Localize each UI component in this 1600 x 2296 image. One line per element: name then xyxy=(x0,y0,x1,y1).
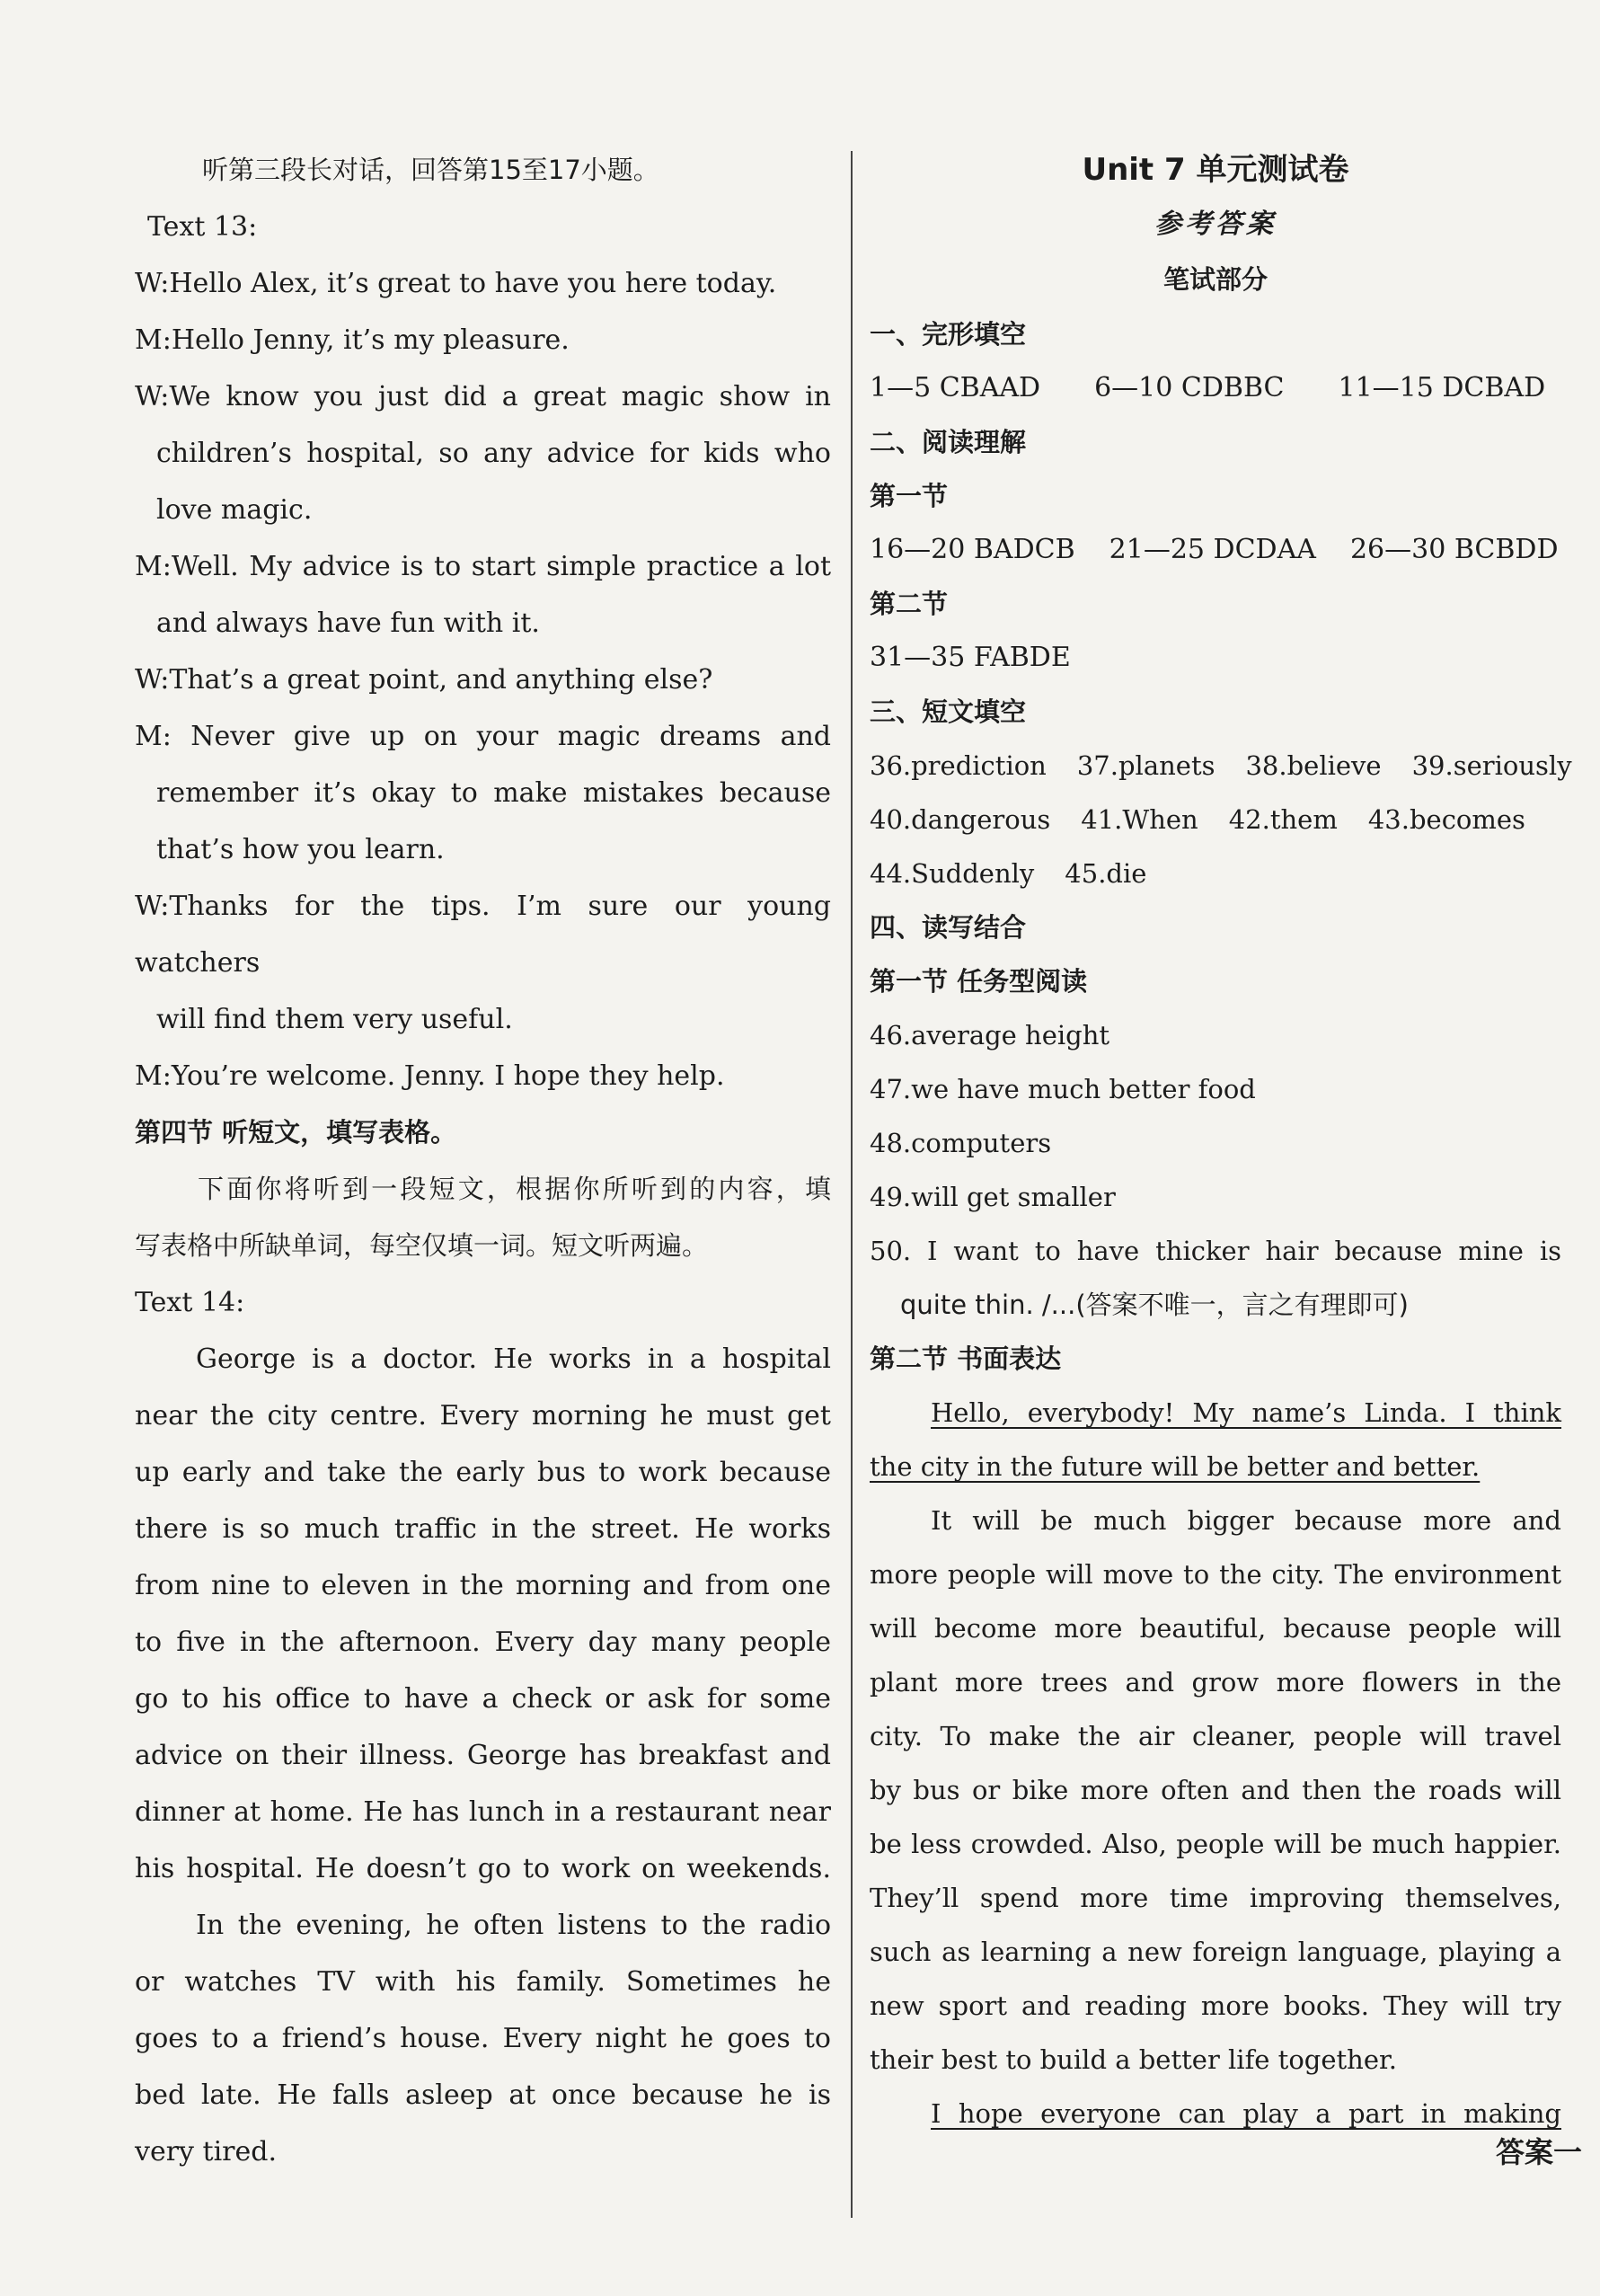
column-divider xyxy=(851,151,853,2218)
section4-heading-right: 四、读写结合 xyxy=(870,912,1027,943)
blank-answer: 36.prediction xyxy=(870,750,1047,781)
blank-answer: 41.When xyxy=(1081,804,1198,835)
text14-label: Text 14: xyxy=(135,1287,245,1318)
task-answer: 47.we have much better food xyxy=(870,1074,1256,1104)
answer-group: 16—20 BADCB xyxy=(870,534,1075,565)
dialogue-line: love magic. xyxy=(156,494,313,526)
speaker-label: M: xyxy=(135,1060,172,1092)
intro-line: 听第三段长对话，回答第15至17小题。 xyxy=(202,155,659,185)
section2-part2-answers xyxy=(870,631,1561,685)
essay-opening-line: the city in the future will be better and better. xyxy=(870,1451,1481,1482)
blank-answer: 40.dangerous xyxy=(870,804,1051,835)
section1-answers xyxy=(870,361,1561,415)
dialogue-line: children’s hospital, so any advice for kids who xyxy=(156,438,831,469)
dialogue-line xyxy=(135,368,831,425)
dialogue-line xyxy=(135,255,831,312)
answer-group: 31—35 FABDE xyxy=(870,642,1071,673)
answer-group: 6—10 CDBBC xyxy=(1094,372,1285,403)
speaker-label: W: xyxy=(135,891,170,922)
essay-line: will become more beautiful, because people will xyxy=(870,1613,1561,1644)
passage-line: from nine to eleven in the morning and from one xyxy=(135,1570,831,1601)
dialogue-line xyxy=(135,652,831,708)
dialogue-text: That’s a great point, and anything else? xyxy=(169,664,713,696)
essay-line: It will be much bigger because more and xyxy=(931,1505,1561,1536)
page-title: Unit 7 单元测试卷 xyxy=(1082,152,1349,188)
essay-line: be less crowded. Also, people will be much happier. xyxy=(870,1829,1561,1859)
essay-body xyxy=(870,1494,1561,2087)
passage-line: advice on their illness. George has breakfast and xyxy=(135,1740,831,1771)
passage-line: there is so much traffic in the street. He works xyxy=(135,1513,831,1545)
section1-heading: 一、完形填空 xyxy=(870,319,1027,350)
blank-answer: 44.Suddenly xyxy=(870,858,1035,889)
section4-part1-heading: 第一节 任务型阅读 xyxy=(870,966,1088,997)
right-column xyxy=(870,142,1572,2141)
written-part-heading: 笔试部分 xyxy=(1162,264,1268,295)
answer-group: 26—30 BCBDD xyxy=(1349,534,1559,565)
page-footer-label: 答案一 xyxy=(1495,2135,1582,2169)
speaker-label: W: xyxy=(135,381,170,412)
section2-heading: 二、阅读理解 xyxy=(870,427,1027,457)
essay-opening-line: Hello, everybody! My name’s Linda. I think xyxy=(931,1397,1561,1428)
blank-answer: 45.die xyxy=(1065,858,1147,889)
section4-part2-heading: 第二节 书面表达 xyxy=(870,1343,1062,1374)
dialogue-line: that’s how you learn. xyxy=(156,834,445,865)
section3-heading: 三、短文填空 xyxy=(870,696,1027,727)
dialogue-line xyxy=(135,1048,831,1104)
passage-line: or watches TV with his family. Sometimes he xyxy=(135,1966,831,1998)
essay-line: new sport and reading more books. They will try xyxy=(870,1990,1561,2021)
passage-line: very tired. xyxy=(135,2136,278,2167)
left-column xyxy=(135,142,831,2180)
dialogue-line: and always have fun with it. xyxy=(156,607,540,639)
passage-line: dinner at home. He has lunch in a restaurant near xyxy=(135,1796,831,1828)
dialogue-text: You’re welcome. Jenny. I hope they help. xyxy=(171,1060,725,1092)
essay-line: by bus or bike more often and then the roads will xyxy=(870,1775,1561,1805)
essay-line: They’ll spend more time improving themselves, xyxy=(870,1883,1561,1913)
dialogue-line xyxy=(135,708,831,765)
dialogue-text: Hello Alex, it’s great to have you here today. xyxy=(169,268,777,299)
section2-part1-answers xyxy=(870,523,1561,577)
essay-line: plant more trees and grow more flowers in the xyxy=(870,1667,1561,1698)
passage-line: bed late. He falls asleep at once because he is xyxy=(135,2079,831,2111)
answer50-line-1: 50. I want to have thicker hair because mine is xyxy=(870,1236,1561,1266)
speaker-label: W: xyxy=(135,268,170,299)
passage-line: goes to a friend’s house. Every night he goes to xyxy=(135,2023,831,2054)
task-answer: 48.computers xyxy=(870,1128,1052,1158)
dialogue-text: We know you just did a great magic show in xyxy=(169,381,831,412)
speaker-label: M: xyxy=(135,721,172,752)
answer-group: 1—5 CBAAD xyxy=(870,372,1041,403)
section2-part1-heading: 第一节 xyxy=(870,481,949,511)
blank-answer: 38.believe xyxy=(1245,750,1382,781)
answer-key-subtitle: 参考答案 xyxy=(1154,208,1277,240)
text13-label: Text 13: xyxy=(147,211,258,243)
section2-part2-heading: 第二节 xyxy=(870,589,949,619)
dialogue-text: Well. My advice is to start simple practice a lot xyxy=(171,551,831,582)
passage-line: In the evening, he often listens to the radio xyxy=(196,1910,831,1941)
passage-line: go to his office to have a check or ask for some xyxy=(135,1683,831,1715)
blank-answer: 43.becomes xyxy=(1367,804,1525,835)
speaker-label: W: xyxy=(135,664,170,696)
answer-group: 11—15 DCBAD xyxy=(1338,372,1546,403)
passage-line: his hospital. He doesn’t go to work on weekends. xyxy=(135,1853,831,1884)
blank-row xyxy=(870,739,1572,793)
speaker-label: M: xyxy=(135,551,172,582)
passage-line: up early and take the early bus to work because xyxy=(135,1457,831,1488)
passage-line: near the city centre. Every morning he must get xyxy=(135,1400,831,1432)
dialogue-line: will find them very useful. xyxy=(156,1004,513,1035)
passage-line: George is a doctor. He works in a hospital xyxy=(196,1343,831,1375)
blank-row xyxy=(870,847,1561,900)
passage-line: to five in the afternoon. Every day many people xyxy=(135,1627,831,1658)
blank-answer: 42.them xyxy=(1228,804,1338,835)
dialogue-line xyxy=(135,538,831,595)
instruction-line-2: 写表格中所缺单词，每空仅填一词。短文听两遍。 xyxy=(135,1230,709,1261)
essay-line: their best to build a better life together. xyxy=(870,2044,1397,2075)
answer-group: 21—25 DCDAA xyxy=(1109,534,1316,565)
dialogue-text: Never give up on your magic dreams and xyxy=(171,721,831,752)
dialogue-text: Thanks for the tips. I’m sure our young watchers xyxy=(135,891,831,979)
passage xyxy=(135,1331,831,2180)
task-answer: 49.will get smaller xyxy=(870,1182,1116,1212)
answer50-line-2: quite thin. /...(答案不唯一，言之有理即可) xyxy=(900,1290,1409,1320)
instruction-line-1: 下面你将听到一段短文，根据你所听到的内容，填 xyxy=(198,1174,831,1204)
dialogue-line xyxy=(135,312,831,368)
essay-closing-line: I hope everyone can play a part in making xyxy=(931,2098,1561,2129)
speaker-label: M: xyxy=(135,324,172,356)
section4-heading: 第四节 听短文，填写表格。 xyxy=(135,1117,457,1148)
dialogue xyxy=(135,255,831,1104)
blank-row xyxy=(870,793,1561,847)
dialogue-text: Hello Jenny, it’s my pleasure. xyxy=(171,324,570,356)
task-answer: 46.average height xyxy=(870,1020,1110,1050)
essay-line: more people will move to the city. The environment xyxy=(870,1559,1561,1590)
dialogue-line xyxy=(135,878,831,991)
essay-line: such as learning a new foreign language, playing a xyxy=(870,1937,1561,1967)
essay-line: city. To make the air cleaner, people will travel xyxy=(870,1721,1561,1751)
blank-answer: 39.seriously xyxy=(1411,750,1572,781)
blank-answer: 37.planets xyxy=(1076,750,1215,781)
dialogue-line: remember it’s okay to make mistakes because xyxy=(156,777,831,809)
